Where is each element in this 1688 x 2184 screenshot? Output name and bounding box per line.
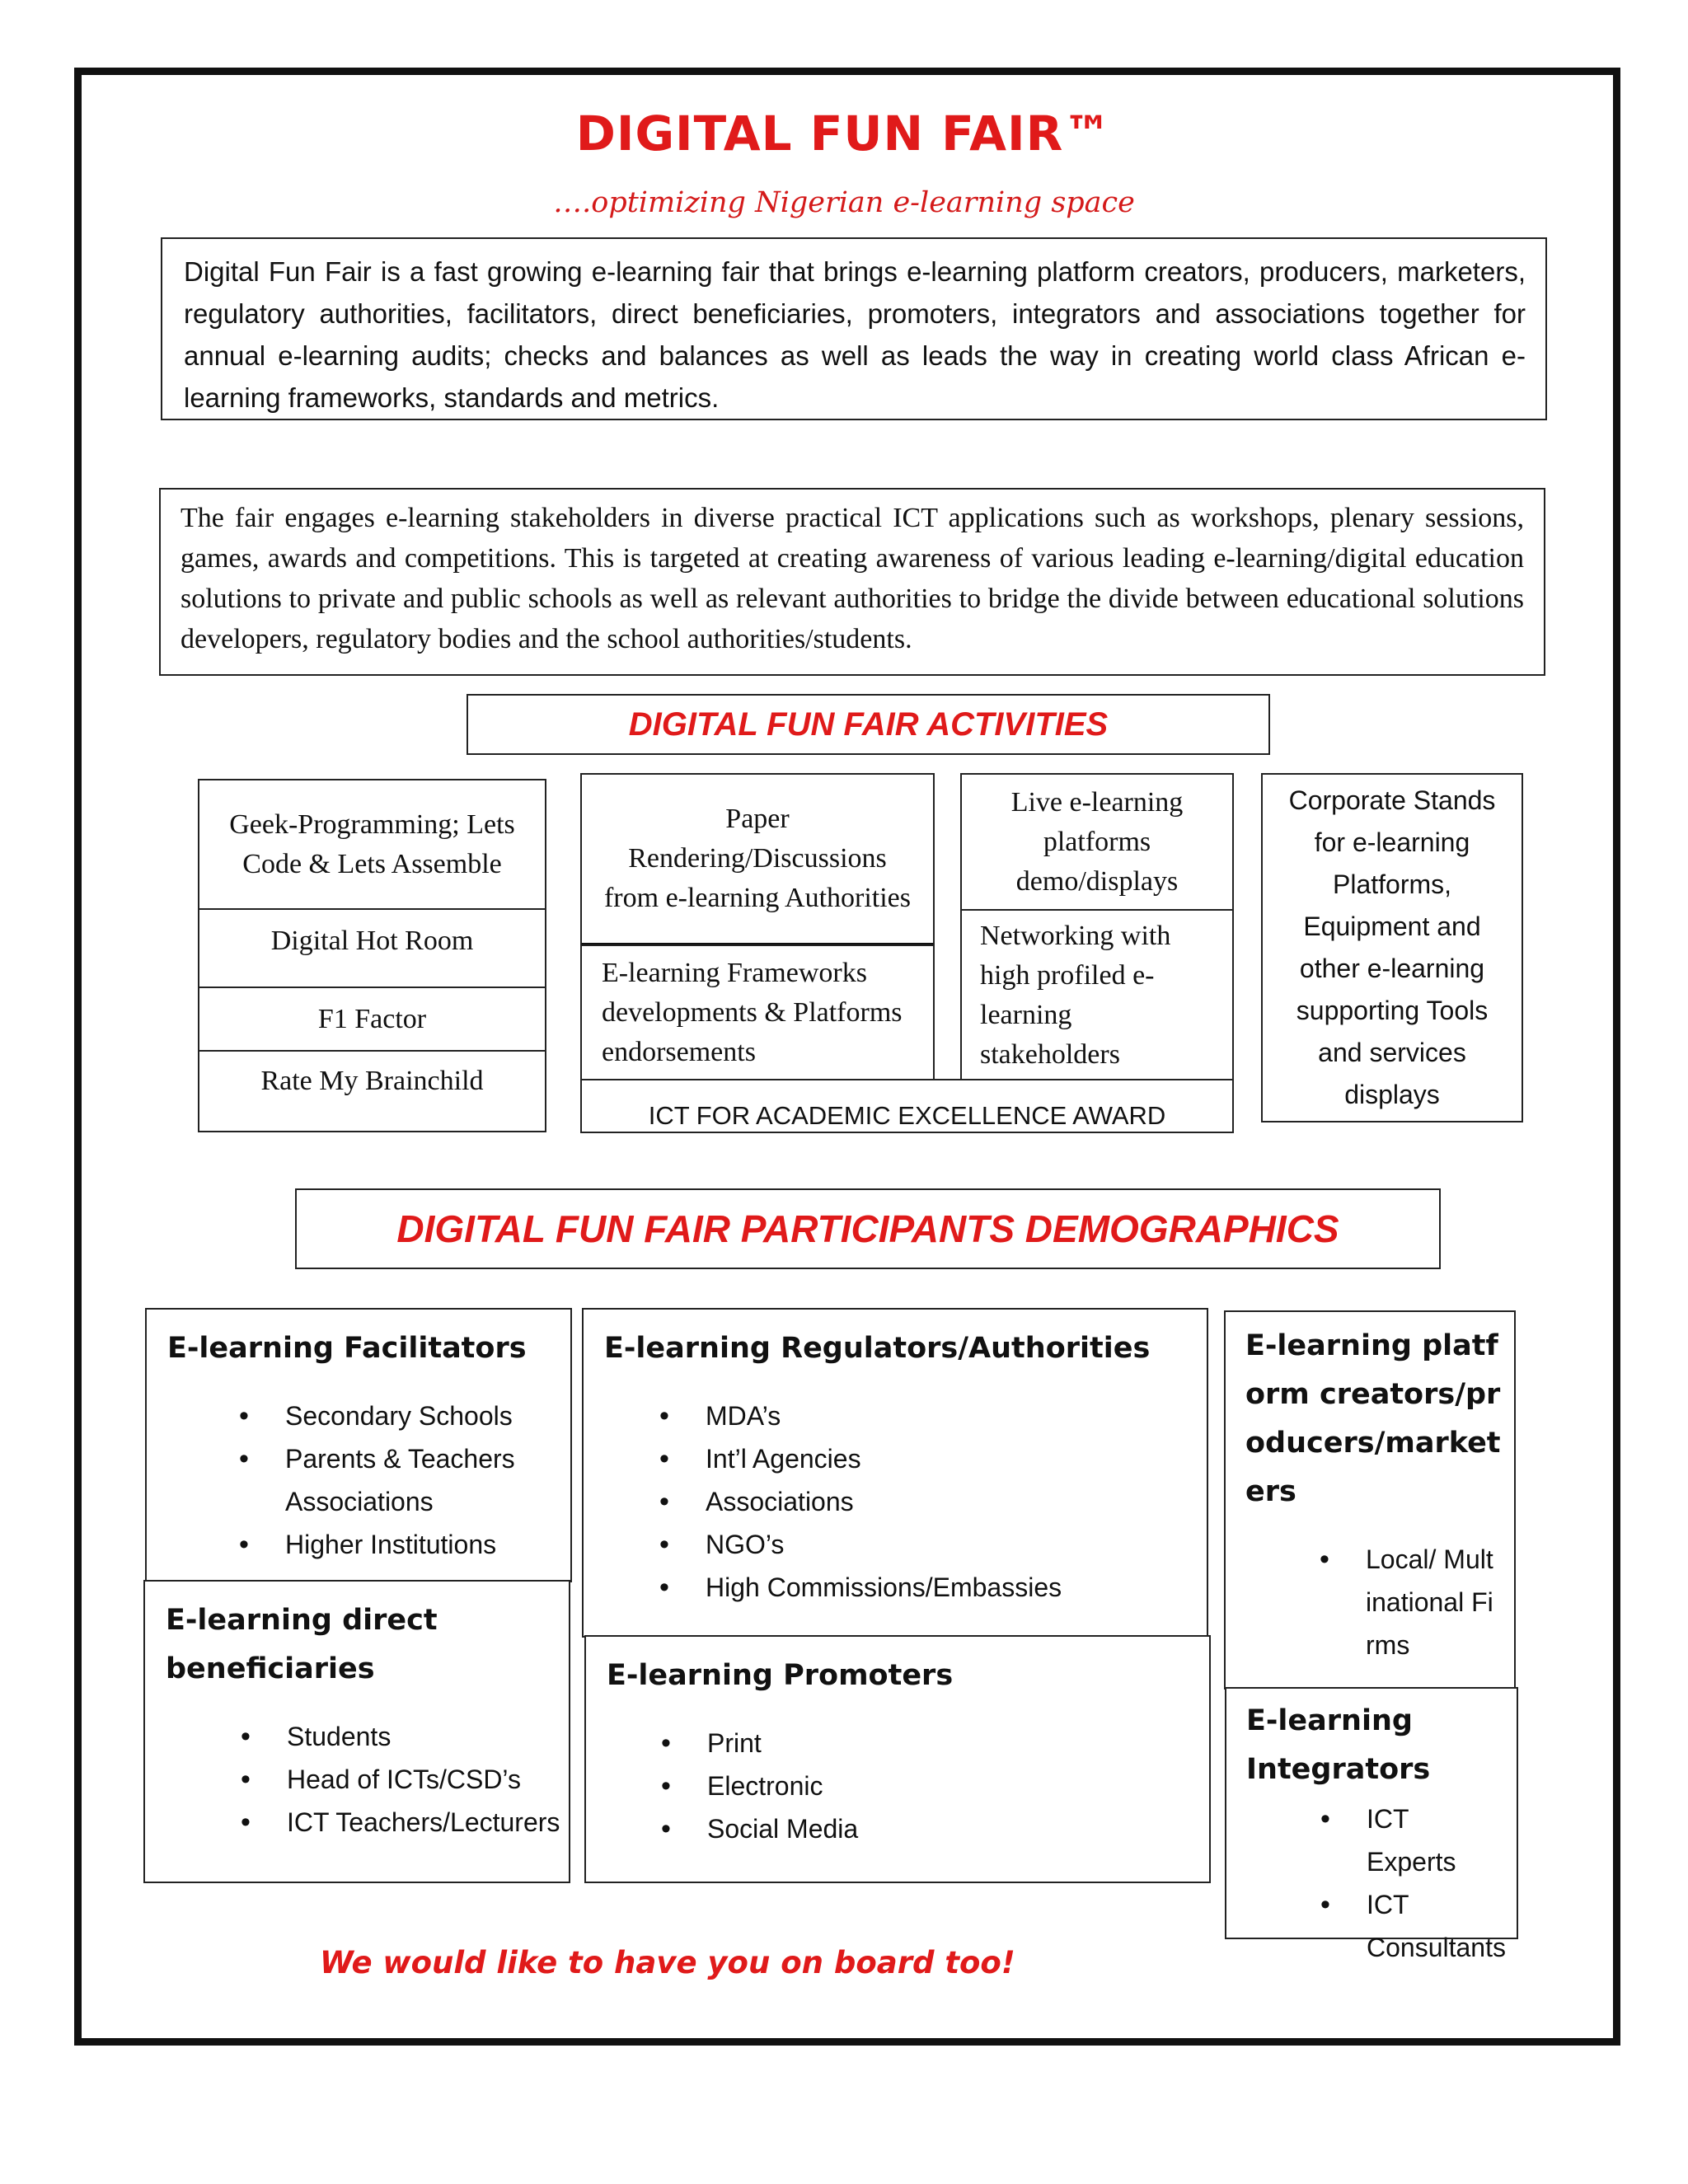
activity-award: ICT FOR ACADEMIC EXCELLENCE AWARD [580, 1079, 1234, 1133]
activity-frameworks: E-learning Frameworks developments & Platforms endorsements [580, 944, 935, 1081]
regulators-title: E-learning Regulators/Authorities [604, 1332, 1151, 1365]
closing-message: We would like to have you on board too! [320, 1945, 1015, 1980]
direct-beneficiaries-title: E-learning direct beneficiaries [166, 1604, 438, 1685]
intro-paragraph-1: Digital Fun Fair is a fast growing e-learning fair that brings e-learning platform creators, producers, marketers, regulatory authorities, facilitators, direct beneficiaries, promoters, integrators and associations together for annual e-learning audits; checks and balances as well as leads the way in creating world class African e-learning frameworks, standards and metrics. [161, 237, 1547, 420]
facilitators-box [145, 1308, 572, 1582]
regulators-box [582, 1308, 1208, 1638]
list-item: • ICT Consultants [1367, 1883, 1465, 1969]
activities-heading: DIGITAL FUN FAIR ACTIVITIES [467, 694, 1270, 755]
list-item: • NGO’s [706, 1523, 1207, 1566]
list-item: • Secondary Schools [285, 1394, 570, 1437]
list-item: • Int’l Agencies [706, 1437, 1207, 1480]
creators-list [1245, 1538, 1506, 1666]
creators-box [1224, 1310, 1516, 1690]
direct-beneficiaries-box [143, 1580, 570, 1883]
list-item: • Associations [706, 1480, 1207, 1523]
list-item: • Print [707, 1722, 1209, 1765]
direct-beneficiaries-list [166, 1715, 569, 1844]
list-item: • ICT Experts [1367, 1797, 1500, 1883]
list-item: • Social Media [707, 1807, 1209, 1850]
list-item: • High Commissions/Embassies [706, 1566, 1207, 1609]
activity-rate-my-brainchild: Rate My Brainchild [198, 1050, 546, 1132]
facilitators-list [167, 1394, 570, 1566]
intro-paragraph-2: The fair engages e-learning stakeholders in diverse practical ICT applications such as workshops, plenary sessions, games, awards and competitions. This is targeted at creating awareness of various leading e-learning/digital education solutions to private and public schools as well as relevant authorities to bridge the divide between educational solutions developers, regulatory bodies and the school authorities/students. [159, 488, 1545, 676]
activity-digital-hot-room: Digital Hot Room [198, 908, 546, 989]
list-item: • Electronic [707, 1765, 1209, 1807]
promoters-box [584, 1635, 1211, 1883]
list-item: • Students [287, 1715, 569, 1758]
list-item: • ICT Teachers/Lecturers [287, 1801, 569, 1844]
activity-f1-factor: F1 Factor [198, 987, 546, 1052]
list-item: • Head of ICTs/CSD’s [287, 1758, 569, 1801]
list-item: • Local/ Multinational Firms [1366, 1538, 1498, 1666]
activity-corporate-stands: Corporate Stands for e-learning Platforms, Equipment and other e-learning supporting Tools and services displays [1261, 773, 1523, 1122]
list-item: • Higher Institutions [285, 1523, 570, 1566]
integrators-title: E-learning Integrators [1246, 1704, 1431, 1786]
integrators-box [1225, 1687, 1518, 1962]
activity-live-demo: Live e-learning platforms demo/displays [960, 773, 1234, 912]
page-title: DIGITAL FUN FAIR™ [575, 105, 1113, 162]
facilitators-title: E-learning Facilitators [167, 1332, 527, 1365]
integrators-list [1246, 1797, 1508, 1969]
list-item: • MDA’s [706, 1394, 1207, 1437]
creators-title: E-learning platform creators/producers/marketers [1245, 1329, 1501, 1508]
activity-paper-rendering: Paper Rendering/Discussions from e-learning Authorities [580, 773, 935, 946]
promoters-list [607, 1722, 1209, 1850]
activity-networking: Networking with high profiled e-learning stakeholders [960, 909, 1234, 1082]
promoters-title: E-learning Promoters [607, 1659, 954, 1692]
demographics-heading: DIGITAL FUN FAIR PARTICIPANTS DEMOGRAPHICS [295, 1188, 1441, 1269]
list-item: • Parents & Teachers Associations [285, 1437, 570, 1523]
tagline: ….optimizing Nigerian e-learning space [553, 186, 1135, 219]
activity-geek-programming: Geek-Programming; Lets Code & Lets Assemble [198, 779, 546, 911]
regulators-list [604, 1394, 1207, 1609]
